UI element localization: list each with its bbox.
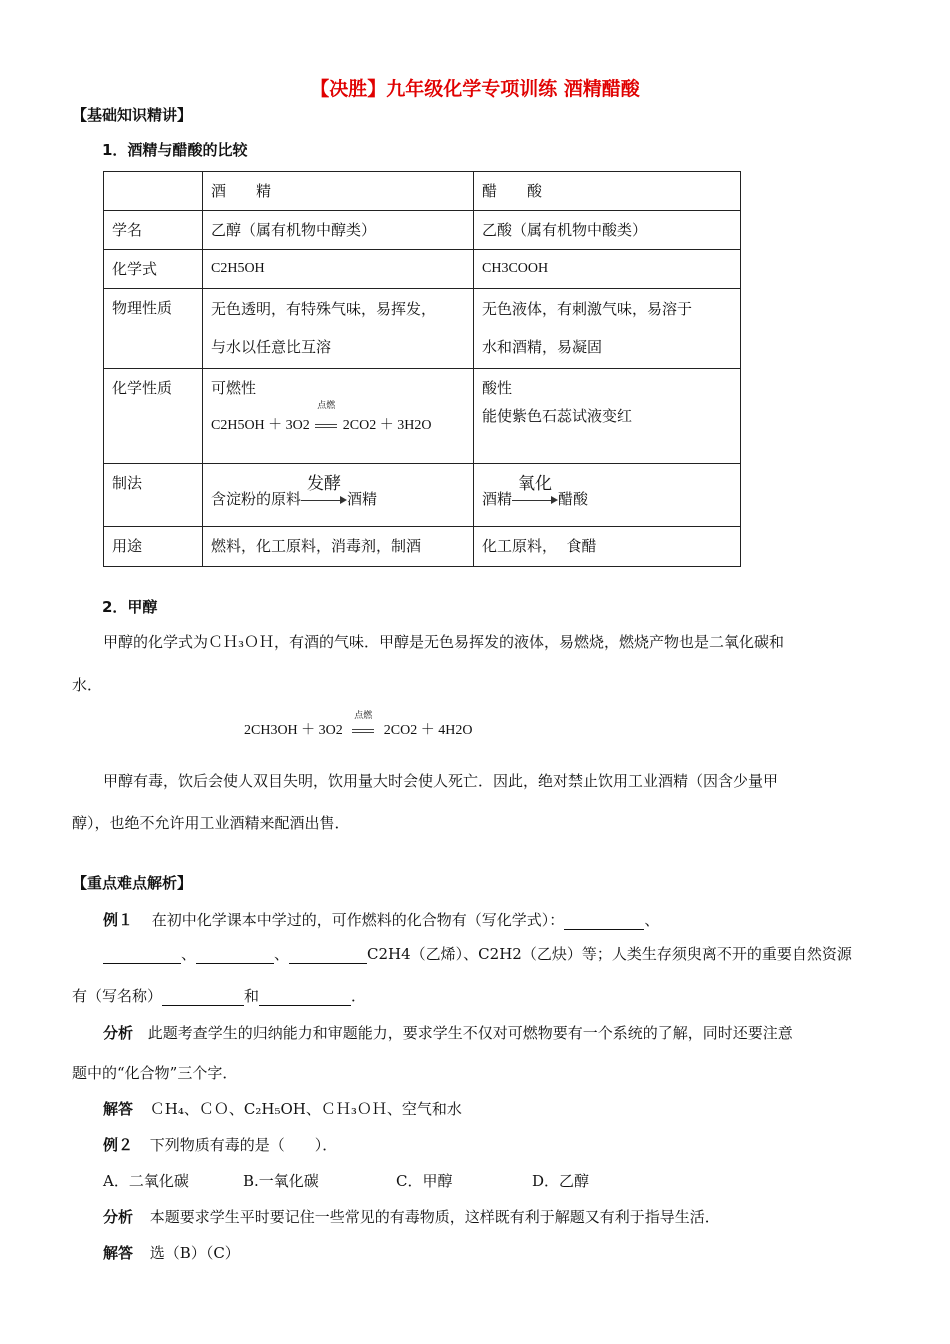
analysis-tag: 分析	[103, 1024, 134, 1042]
alcohol-chem-line1: 可燃性	[211, 379, 257, 397]
period: ．	[351, 987, 367, 1005]
alcohol-physical-line1: 无色透明，有特殊气味，易挥发，	[211, 300, 437, 318]
example1-line1	[103, 909, 659, 930]
example1-question: 在初中化学课本中学过的，可作燃料的化合物有（写化学式）：	[151, 911, 565, 929]
separator: 、	[274, 945, 290, 963]
source-material: 含淀粉的原料	[211, 490, 302, 508]
vinegar-cell: 化工原料， 食醋	[474, 527, 741, 567]
condition-label: 点燃	[354, 710, 373, 720]
condition-label: 点燃	[317, 400, 336, 410]
methanol-paragraph-line1: 甲醇的化学式为ＣＨ₃ＯＨ，有酒的气味．甲醇是无色易挥发的液体，易燃烧，燃烧产物也是二氧化碳和	[103, 633, 785, 651]
alcohol-cell	[203, 289, 474, 369]
vinegar-chem-line1: 酸性	[482, 379, 513, 397]
alcohol-combustion-equation	[211, 400, 465, 439]
vinegar-physical-line1: 无色液体，有刺激气味，易溶于	[482, 300, 693, 318]
answer-blank[interactable]	[196, 947, 274, 964]
reaction-condition-mark	[352, 710, 374, 739]
section-heading-analysis: 【重点难点解析】	[72, 874, 193, 892]
analysis-tag: 分析	[103, 1208, 134, 1226]
table-header-row	[104, 172, 741, 211]
row-label: 化学式	[104, 250, 203, 289]
row-label: 物理性质	[104, 289, 203, 369]
example1-continuation: C2H4（乙烯）、C2H2（乙炔）等；人类生存须臾离不开的重要自然资源	[367, 945, 852, 963]
alcohol-cell: 燃料，化工原料，消毒剂，制酒	[203, 527, 474, 567]
conjunction: 和	[244, 987, 260, 1005]
methanol-toxicity-line2: 醇），也绝不允许用工业酒精来配酒出售．	[72, 814, 350, 832]
table-row	[104, 211, 741, 250]
answer-blank[interactable]	[103, 947, 181, 964]
example2-analysis	[103, 1206, 720, 1227]
row-label: 学名	[104, 211, 203, 250]
example1-line2	[103, 943, 852, 964]
methanol-toxicity-line1: 甲醇有毒，饮后会使人双目失明，饮用量大时会使人死亡．因此，绝对禁止饮用工业酒精（因含少量甲	[103, 772, 779, 790]
example1-line3	[72, 985, 366, 1006]
option-c[interactable]: C．甲醇	[396, 1172, 453, 1190]
table-header-alcohol: 酒 精	[203, 172, 474, 211]
product: 醋酸	[558, 490, 589, 508]
example-tag: 例１	[103, 911, 134, 929]
table-header-vinegar: 醋 酸	[474, 172, 741, 211]
alcohol-cell: 乙醇（属有机物中醇类）	[203, 211, 474, 250]
equation-products: 2CO2 ＋ 3H2O	[342, 418, 432, 433]
answer-blank[interactable]	[564, 913, 644, 930]
vinegar-cell: 乙酸（属有机物中酸类）	[474, 211, 741, 250]
table-row	[104, 464, 741, 527]
alcohol-cell	[203, 464, 474, 527]
vinegar-formula: CH3COOH	[474, 250, 741, 289]
reaction-arrow	[301, 474, 347, 507]
vinegar-cell	[474, 369, 741, 464]
alcohol-formula: C2H5OH	[203, 250, 474, 289]
comparison-table	[103, 171, 741, 567]
question-text: 下列物质有毒的是（ ）．	[149, 1136, 338, 1154]
row-label: 化学性质	[104, 369, 203, 464]
subheading-comparison: 1．酒精与醋酸的比较	[102, 141, 248, 159]
methanol-paragraph-line2: 水．	[72, 676, 103, 694]
option-a[interactable]: A．二氧化碳	[103, 1172, 189, 1190]
answer-text: ＣH₄、ＣＯ、C₂H₅OH、ＣＨ₃ＯＨ、空气和水	[149, 1100, 462, 1118]
vinegar-cell	[474, 289, 741, 369]
equation-products: 2CO2 ＋ 4H2O	[383, 723, 473, 738]
vinegar-chem-line2: 能使紫色石蕊试液变红	[482, 407, 633, 425]
table-corner-cell	[104, 172, 203, 211]
table-row	[104, 250, 741, 289]
arrow-label: 发酵	[307, 474, 342, 494]
page-title: 【决胜】九年级化学专项训练 酒精醋酸	[310, 78, 640, 100]
answer-tag: 解答	[103, 1100, 134, 1118]
answer-blank[interactable]	[289, 947, 367, 964]
arrow-label: 氧化	[518, 474, 553, 494]
separator: 、	[644, 911, 660, 929]
option-b[interactable]: B.一氧化碳	[243, 1172, 319, 1190]
table-row	[104, 369, 741, 464]
vinegar-cell	[474, 464, 741, 527]
option-d[interactable]: D．乙醇	[532, 1172, 590, 1190]
answer-text: 选（B）（C）	[149, 1244, 240, 1262]
answer-tag: 解答	[103, 1244, 134, 1262]
row-label: 用途	[104, 527, 203, 567]
analysis-text: 本题要求学生平时要记住一些常见的有毒物质，这样既有利于解题又有利于指导生活．	[149, 1208, 720, 1226]
alcohol-cell	[203, 369, 474, 464]
example-tag: 例２	[103, 1136, 134, 1154]
example1-analysis-line1	[103, 1022, 793, 1043]
analysis-text: 此题考查学生的归纳能力和审题能力，要求学生不仅对可燃物要有一个系统的了解，同时还要注意	[147, 1024, 793, 1042]
example1-answer	[103, 1098, 462, 1119]
source-material: 酒精	[482, 490, 513, 508]
answer-blank[interactable]	[259, 989, 351, 1006]
row-label: 制法	[104, 464, 203, 527]
example1-line3-start: 有（写名称）	[72, 987, 163, 1005]
table-row	[104, 527, 741, 567]
answer-blank[interactable]	[162, 989, 244, 1006]
reaction-arrow	[512, 474, 558, 507]
section-heading-basics: 【基础知识精讲】	[72, 106, 193, 124]
equation-reactants: 2CH3OH ＋ 3O2	[244, 723, 343, 738]
product: 酒精	[347, 490, 378, 508]
example2-question	[103, 1134, 337, 1155]
example2-options	[103, 1170, 589, 1191]
vinegar-physical-line2: 水和酒精，易凝固	[482, 338, 603, 356]
reaction-condition-mark	[315, 400, 337, 439]
separator: 、	[181, 945, 197, 963]
equation-reactants: C2H5OH ＋ 3O2	[211, 418, 310, 433]
example2-answer	[103, 1242, 240, 1263]
subheading-methanol: 2．甲醇	[102, 598, 158, 616]
methanol-combustion-equation	[244, 710, 473, 739]
example1-analysis-line2: 题中的“化合物”三个字．	[72, 1064, 238, 1082]
table-row	[104, 289, 741, 369]
alcohol-physical-line2: 与水以任意比互溶	[211, 338, 332, 356]
